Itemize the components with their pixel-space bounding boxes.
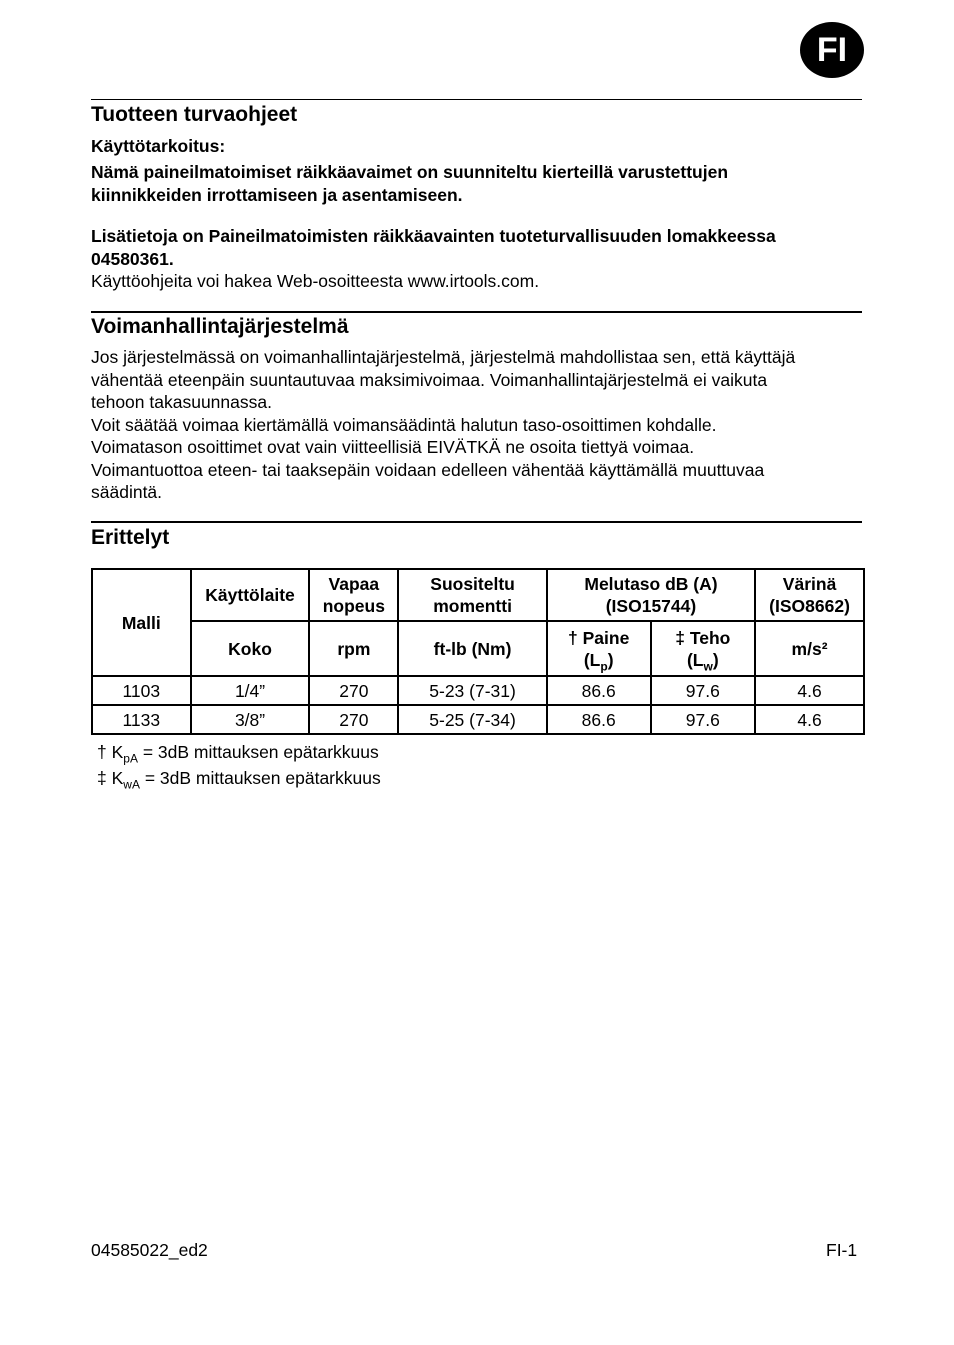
more-info-text <box>91 225 871 293</box>
cell-power: 97.6 <box>651 676 756 705</box>
cell-torque: 5-23 (7-31) <box>398 676 547 705</box>
cell-speed: 270 <box>309 676 398 705</box>
text-line: Voimantuottoa eteen- tai taaksepäin voidaan edelleen vähentää käyttämällä muuttuvaa <box>91 459 765 480</box>
text-line: Nämä paineilmatoimiset räikkäavaimet on suunniteltu kierteillä varustettujen <box>91 162 729 182</box>
cell-model: 1133 <box>92 705 191 734</box>
text-line: Voit säätää voimaa kiertämällä voimansäädintä halutun taso-osoittimen kohdalle. <box>91 414 717 435</box>
intended-use-text <box>91 161 871 206</box>
cell-vibration: 4.6 <box>755 705 864 734</box>
unit-vibration: m/s² <box>755 621 864 676</box>
unit-open: (L <box>583 649 601 670</box>
text-line: Lisätietoja on Paineilmatoimisten räikkäavainten tuoteturvallisuuden lomakkeessa <box>91 226 776 246</box>
header-line: (ISO15744) <box>605 596 697 616</box>
footnote-text: = 3dB mittauksen epätarkkuus <box>139 768 381 788</box>
footnote-kpa <box>97 741 379 766</box>
document-number: 04585022_ed2 <box>91 1240 208 1260</box>
unit-sound-power <box>651 621 756 676</box>
cell-drive: 1/4” <box>191 676 310 705</box>
text-line: tehoon takasuunnassa. <box>91 392 272 412</box>
header-line: Vapaa <box>328 574 380 594</box>
unit-drive-size: Koko <box>191 621 310 676</box>
divider <box>91 521 862 523</box>
table-row <box>92 705 864 734</box>
text-line: Jos järjestelmässä on voimanhallintajärjestelmä, järjestelmä mahdollistaa sen, että käyttäjä <box>91 347 796 367</box>
unit-line: ‡ Teho <box>675 627 731 648</box>
unit-rpm: rpm <box>309 621 398 676</box>
header-drive: Käyttölaite <box>191 569 310 621</box>
footnote-kwa <box>97 767 381 792</box>
cell-pressure: 86.6 <box>547 676 651 705</box>
page-number: FI-1 <box>826 1240 858 1260</box>
header-line: Suositeltu <box>430 574 515 594</box>
text-line: vähentää eteenpäin suuntautuvaa maksimivoimaa. Voimanhallintajärjestelmä ei vaikuta <box>91 369 768 390</box>
footnote-sub: pA <box>123 751 138 766</box>
footnote-text: = 3dB mittauksen epätarkkuus <box>137 742 379 762</box>
unit-torque: ft-lb (Nm) <box>398 621 547 676</box>
divider <box>91 311 862 313</box>
header-line: Värinä <box>782 574 837 594</box>
footnote-sub: wA <box>123 777 140 792</box>
cell-speed: 270 <box>309 705 398 734</box>
unit-open: (L <box>686 649 704 670</box>
unit-close: ) <box>607 649 614 670</box>
language-badge: FI <box>800 22 864 78</box>
section-title-specifications: Erittelyt <box>91 526 170 549</box>
header-model: Malli <box>92 569 191 676</box>
intended-use-heading: Käyttötarkoitus: <box>91 136 226 156</box>
unit-sub: p <box>600 659 608 673</box>
header-line: Melutaso dB (A) <box>584 574 718 594</box>
section-title-safety: Tuotteen turvaohjeet <box>91 103 298 126</box>
cell-drive: 3/8” <box>191 705 310 734</box>
section-title-power-management: Voimanhallintajärjestelmä <box>91 315 349 338</box>
footnote-mark: ‡ K <box>97 768 124 788</box>
cell-vibration: 4.6 <box>755 676 864 705</box>
unit-line: † Paine <box>568 627 630 648</box>
web-address-line: Käyttöohjeita voi hakea Web-osoitteesta www.irtools.com. <box>91 271 540 291</box>
specifications-table <box>91 568 865 735</box>
table-row <box>92 676 864 705</box>
header-line: momentti <box>433 596 512 616</box>
unit-close: ) <box>712 649 719 670</box>
power-management-text <box>91 346 871 504</box>
text-line: kiinnikkeiden irrottamiseen ja asentamiseen. <box>91 184 463 205</box>
header-vibration <box>755 569 864 621</box>
cell-pressure: 86.6 <box>547 705 651 734</box>
header-noise <box>547 569 755 621</box>
text-line: säädintä. <box>91 482 163 502</box>
divider <box>91 99 862 100</box>
cell-model: 1103 <box>92 676 191 705</box>
unit-sound-pressure <box>547 621 651 676</box>
header-line: nopeus <box>322 596 385 616</box>
cell-torque: 5-25 (7-34) <box>398 705 547 734</box>
text-line: 04580361. <box>91 248 174 269</box>
header-torque <box>398 569 547 621</box>
unit-sub: w <box>703 659 713 673</box>
header-free-speed <box>309 569 398 621</box>
footnote-mark: † K <box>97 742 124 762</box>
header-line: (ISO8662) <box>769 596 850 616</box>
text-line: Voimatason osoittimet ovat vain viitteellisiä EIVÄTKÄ ne osoita tiettyä voimaa. <box>91 437 695 457</box>
cell-power: 97.6 <box>651 705 756 734</box>
